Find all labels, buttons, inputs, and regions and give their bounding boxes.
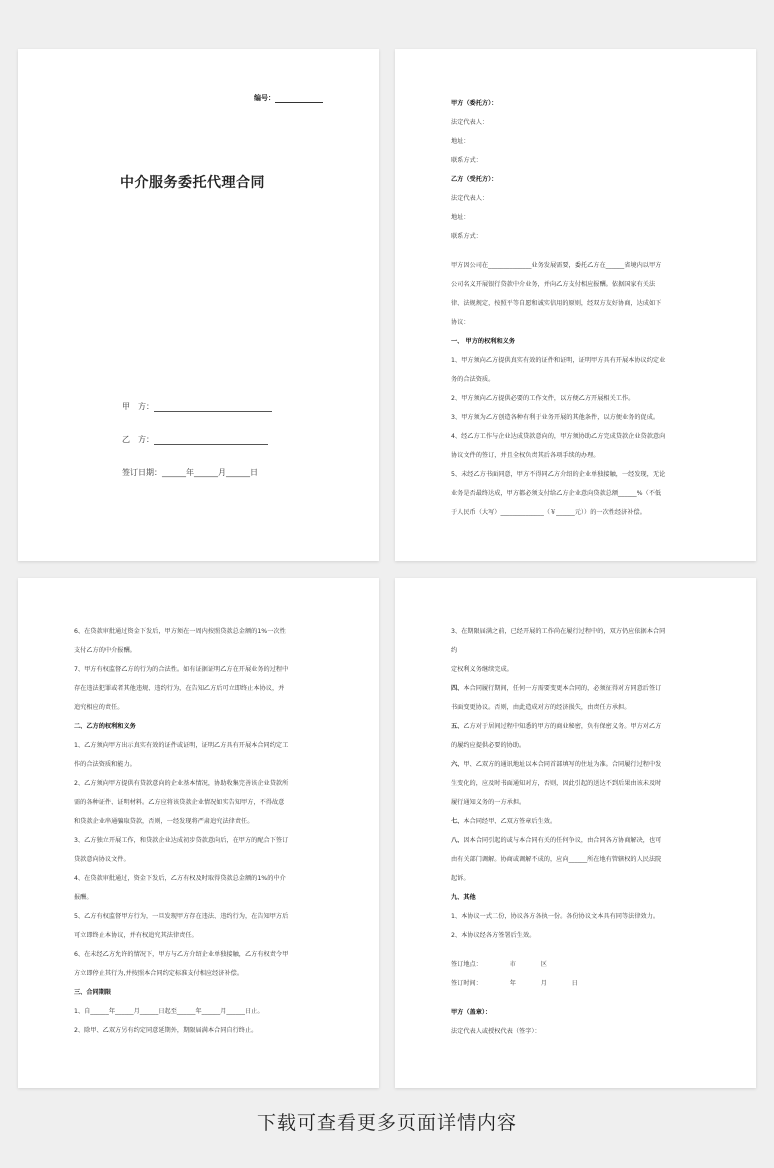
- text-line: 1、自______年______月______日起至______年______月______日止。: [74, 1008, 264, 1015]
- text-line: 方立即停止其行为,并按照本合同约定标准支付相应经济补偿。: [74, 970, 244, 977]
- text-line: 约: [451, 647, 458, 654]
- clause-number: 六、: [451, 761, 464, 768]
- text-line: 协议：: [451, 319, 470, 326]
- text-line: 七、本合同经甲、乙双方签章后生效。: [451, 818, 557, 825]
- text-line: 贷款意向协议文件。: [74, 856, 130, 863]
- section-heading: 九、其他: [451, 894, 476, 901]
- text-line: 地址：: [451, 138, 470, 145]
- text-line: 2、乙方须向甲方提供有贷款意向的企业基本情况，协助收集完善该企业贷款所: [74, 780, 289, 787]
- party-b-row: 乙 方：: [122, 434, 268, 445]
- text-line: 4、在贷款审批通过，资金下发后，乙方有权及时取得贷款总金额的1%的中介: [74, 875, 286, 882]
- text-line: 五、乙方对于居间过程中知悉的甲方的商业秘密，负有保密义务。甲方对乙方: [451, 723, 662, 730]
- text-line: 2、甲方须向乙方提供必要的工作文件，以方便乙方开展相关工作。: [451, 395, 635, 402]
- text-line: 联系方式：: [451, 157, 482, 164]
- text-line: 3、在期限届满之前，已经开展的工作尚在履行过程中的，双方仍应依据本合同: [451, 628, 666, 635]
- party-b-blank: [154, 436, 268, 445]
- text-line: 5、乙方有权监督甲方行为，一旦发现甲方存在违法、违约行为，在告知甲方后: [74, 913, 289, 920]
- text-line: 签订时间： 年 月 日: [451, 980, 578, 987]
- text-line: 法定代表人：: [451, 195, 489, 202]
- text-line: 法定代表人或授权代表（签字）：: [451, 1028, 541, 1035]
- text-line: 甲方因公司在______________业务发展需要，委托乙方在______省境内以甲方: [451, 262, 662, 269]
- spacer: [451, 246, 703, 256]
- text-line: 联系方式：: [451, 233, 482, 240]
- spacer: [451, 945, 703, 955]
- text-line: 6、在未经乙方允许的情况下，甲方与乙方介绍企业单独接触，乙方有权责令甲: [74, 951, 289, 958]
- spacer: [451, 993, 703, 1003]
- text-line: 协议文件的签订，并且全权负责其后各项手续的办理。: [451, 452, 600, 459]
- text-line: 务的合法资质。: [451, 376, 495, 383]
- text-line: 5、未经乙方书面同意，甲方不得同乙方介绍的企业单独接触，一经发现，无论: [451, 471, 666, 478]
- text-line: 需的各种证件、证明材料。乙方应将该贷款企业情况如实告知甲方，不得故意: [74, 799, 285, 806]
- download-more-text: 下载可查看更多页面详情内容: [256, 1112, 517, 1134]
- text-line: 四、本合同履行期间，任何一方需要变更本合同的，必须征得对方同意后签订: [451, 685, 662, 692]
- text-line: 4、经乙方工作与企业达成贷款意向的，甲方须协助乙方完成贷款企业贷款意向: [451, 433, 666, 440]
- clause-number: 八、: [451, 837, 464, 844]
- text-line: 存在违法犯罪或者其他违规、违约行为，在告知乙方后可立即终止本协议，并: [74, 685, 285, 692]
- section-heading: 甲方（盖章）：: [451, 1009, 492, 1016]
- text-line: 八、因本合同引起的或与本合同有关的任何争议，由合同各方协商解决，也可: [451, 837, 662, 844]
- sign-date: 签订日期：______年______月______日: [122, 468, 258, 477]
- text-line: 1、本协议一式二份，协议各方各执一份。各份协议文本具有同等法律效力。: [451, 913, 660, 920]
- page-2: [395, 49, 756, 561]
- text-line: 6、在贷款审批通过资金下发后，甲方须在一周内按照贷款总金额的1%一次性: [74, 628, 286, 635]
- page-4-text: [451, 622, 703, 1041]
- text-line: 和贷款企业串通骗取贷款，否则，一经发现将严肃追究法律责任。: [74, 818, 254, 825]
- page-2-text: [451, 94, 703, 522]
- contract-title: 中介服务委托代理合同: [120, 175, 265, 191]
- text-line: 3、甲方须为乙方创造各种有利于业务开展的其他条件，以方便业务的促成。: [451, 414, 660, 421]
- text-line: 书面变更协议。否则，由此造成对方的经济损失，由责任方承担。: [451, 704, 631, 711]
- text-line: 的履约应提供必要的协助。: [451, 742, 526, 749]
- number-blank: [275, 95, 323, 103]
- text-line: 可立即终止本协议，并有权追究其法律责任。: [74, 932, 198, 939]
- text-line: 1、乙方须向甲方出示真实有效的证件或证明，证明乙方具有开展本合同约定工: [74, 742, 289, 749]
- text-line: 2、本协议经各方签署后生效。: [451, 932, 536, 939]
- text-line: 生变化的，应及时书面通知对方，否则，因此引起的送达不到后果由该未及时: [451, 780, 662, 787]
- clause-number: 四、: [451, 685, 464, 692]
- text-line: 定权利义务继续完成。: [451, 666, 513, 673]
- page-3: [18, 578, 379, 1088]
- party-a-row: 甲 方：: [122, 401, 272, 412]
- text-line: 于人民币（大写）______________（￥______元））的一次性经济补偿。: [451, 509, 646, 516]
- page-cover: [18, 49, 379, 561]
- text-line: 法定代表人：: [451, 119, 489, 126]
- contract-number: 编号：: [254, 93, 323, 103]
- text-line: 1、甲方须向乙方提供真实有效的证件和证明，证明甲方具有开展本协议约定业: [451, 357, 666, 364]
- text-line: 起诉。: [451, 875, 470, 882]
- text-line: 7、甲方有权监督乙方的行为的合法性。如有证据证明乙方在开展业务的过程中: [74, 666, 289, 673]
- party-a-blank: [154, 403, 272, 412]
- text-line: 律、法规规定，按照平等自愿和诚实信用的原则，经双方友好协商，达成如下: [451, 300, 662, 307]
- page-3-text: [74, 622, 326, 1040]
- text-line: 支付乙方的中介报酬。: [74, 647, 136, 654]
- section-heading: 乙方（受托方）：: [451, 176, 498, 183]
- section-heading: 三、合同期限: [74, 989, 112, 996]
- clause-number: 五、: [451, 723, 464, 730]
- text-line: 履行通知义务的一方承担。: [451, 799, 526, 806]
- text-line: 业务是否最终达成，甲方都必须支付给乙方企业意向贷款总额______%（不低: [451, 490, 662, 497]
- text-line: 六、甲、乙双方的通讯地址以本合同首部填写的住址为准。合同履行过程中发: [451, 761, 662, 768]
- text-line: 作的合法资质和能力。: [74, 761, 136, 768]
- text-line: 2、除甲、乙双方另有约定同意延期外，期限届满本合同自行终止。: [74, 1027, 258, 1034]
- text-line: 签订地点： 市 区: [451, 961, 547, 968]
- clause-number: 七、: [451, 818, 464, 825]
- text-line: 由有关部门调解。协商或调解不成的，应向______所在地有管辖权的人民法院: [451, 856, 662, 863]
- text-line: 地址：: [451, 214, 470, 221]
- section-heading: 二、乙方的权利和义务: [74, 723, 136, 730]
- text-line: 公司名义开展银行贷款中介业务，并向乙方支付相应报酬。依据国家有关法: [451, 281, 656, 288]
- text-line: 3、乙方独立开展工作，和贷款企业达成初步贷款意向后，在甲方的配合下签订: [74, 837, 289, 844]
- page-4: [395, 578, 756, 1088]
- section-heading: 甲方（委托方）：: [451, 100, 498, 107]
- text-line: 追究相应的责任。: [74, 704, 124, 711]
- section-heading: 一、 甲方的权利和义务: [451, 338, 516, 345]
- text-line: 报酬。: [74, 894, 93, 901]
